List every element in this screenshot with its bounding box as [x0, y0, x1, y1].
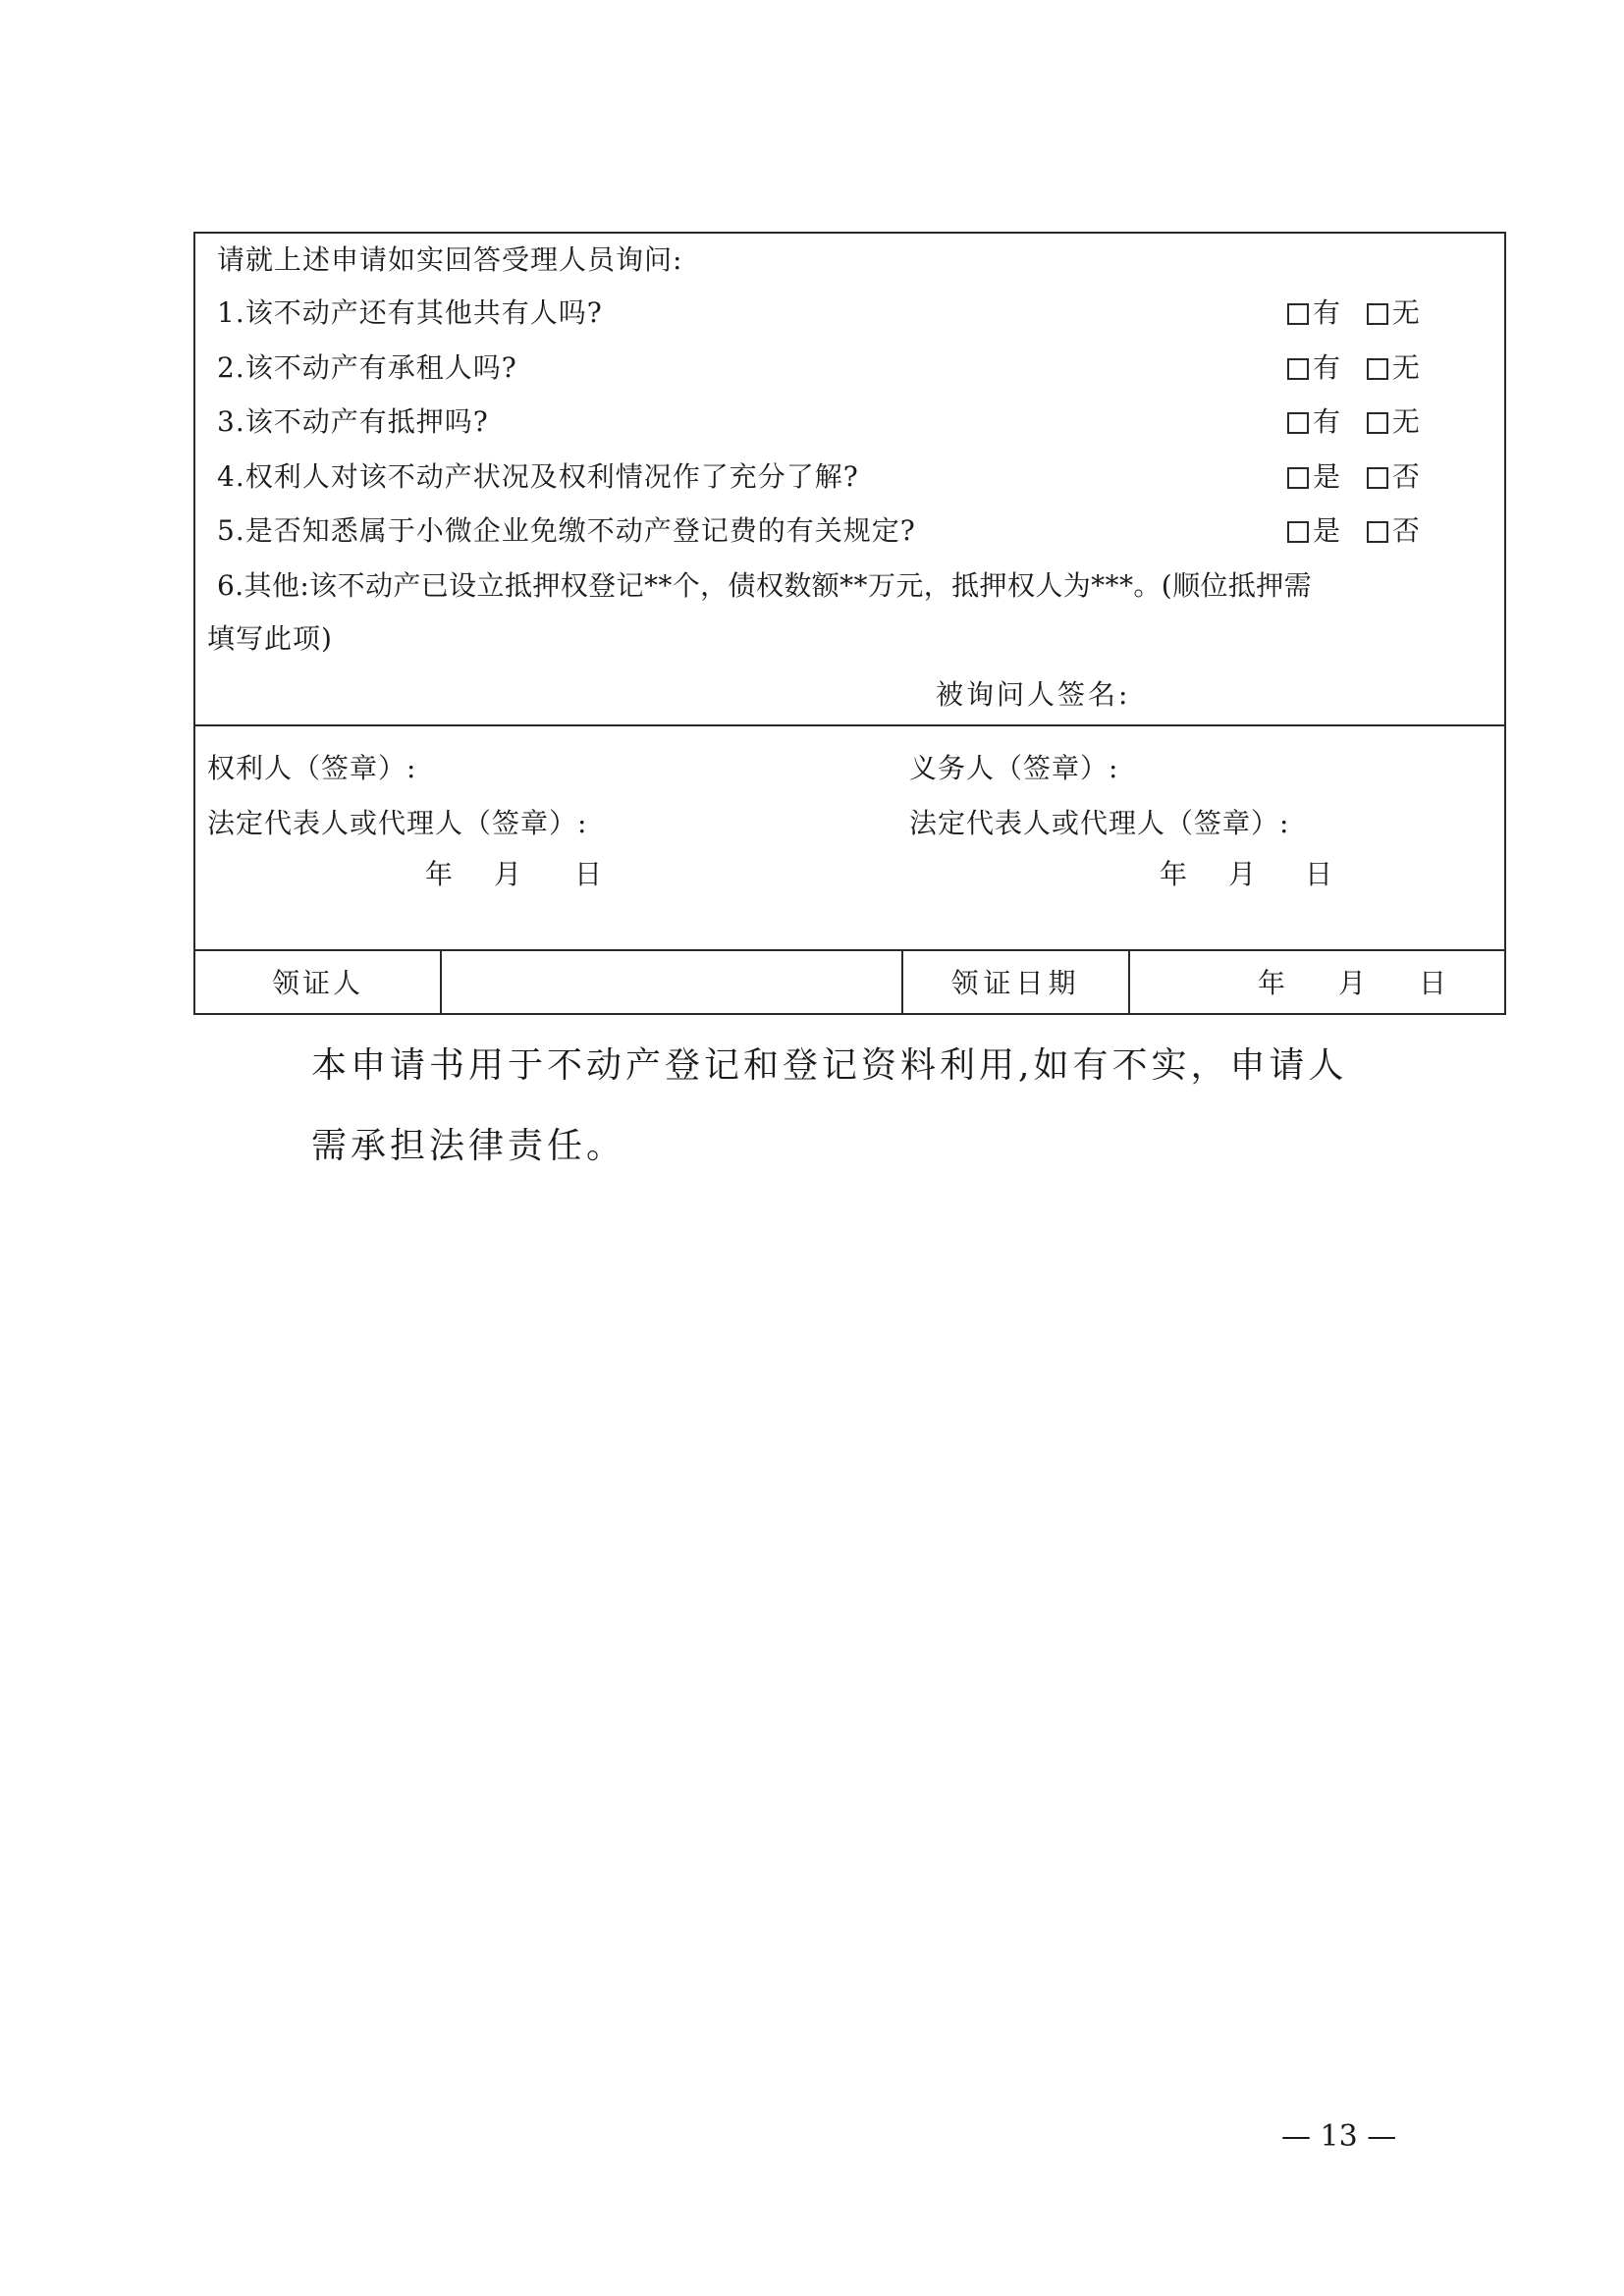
signature-section — [195, 726, 1504, 951]
option-yes[interactable]: 是 — [1287, 460, 1340, 494]
inquiry-section — [195, 234, 1504, 726]
option-yes[interactable]: 有 — [1287, 296, 1340, 330]
inquiry-form-table — [193, 232, 1506, 1015]
option-no[interactable]: 无 — [1367, 296, 1420, 330]
checkbox-icon[interactable] — [1287, 521, 1309, 543]
question-1: 1.该不动产还有其他共有人吗? — [217, 296, 603, 329]
option-no[interactable]: 无 — [1367, 405, 1420, 439]
left-representative-signature-label: 法定代表人或代理人（签章）: — [207, 807, 588, 839]
checkbox-icon[interactable] — [1287, 412, 1309, 434]
question-5: 5.是否知悉属于小微企业免缴不动产登记费的有关规定? — [217, 514, 916, 547]
right-signature-date: 年 月 日 — [1160, 858, 1334, 890]
checkbox-icon[interactable] — [1287, 358, 1309, 380]
inquiry-intro: 请就上述申请如实回答受理人员询问: — [217, 243, 683, 276]
checkbox-icon[interactable] — [1287, 467, 1309, 489]
question-6-other-continued: 填写此项) — [207, 622, 333, 655]
checkbox-icon[interactable] — [1367, 303, 1388, 325]
question-2: 2.该不动产有承租人吗? — [217, 351, 517, 384]
checkbox-icon[interactable] — [1367, 412, 1388, 434]
checkbox-icon[interactable] — [1367, 467, 1388, 489]
interviewee-signature-label: 被询问人签名: — [936, 678, 1131, 711]
option-no[interactable]: 无 — [1367, 351, 1420, 385]
option-yes[interactable]: 是 — [1287, 514, 1340, 548]
receipt-row — [195, 951, 1504, 1015]
question-1-options — [1287, 296, 1437, 330]
recipient-label: 领证人 — [195, 951, 442, 1015]
receipt-date-field[interactable]: 年 月 日 — [1258, 967, 1447, 999]
question-4-options — [1287, 460, 1437, 494]
checkbox-icon[interactable] — [1287, 303, 1309, 325]
left-signature-date: 年 月 日 — [425, 858, 604, 890]
checkbox-icon[interactable] — [1367, 521, 1388, 543]
question-2-options — [1287, 351, 1437, 385]
question-3-options — [1287, 405, 1437, 439]
recipient-field[interactable] — [442, 951, 903, 1015]
receipt-date-label: 领证日期 — [903, 951, 1130, 1015]
question-5-options — [1287, 514, 1437, 548]
option-yes[interactable]: 有 — [1287, 405, 1340, 439]
right-holder-signature-label: 权利人（签章）: — [207, 752, 417, 784]
disclaimer-line-2: 需承担法律责任。 — [311, 1126, 626, 1166]
question-4: 4.权利人对该不动产状况及权利情况作了充分了解? — [217, 460, 859, 493]
option-yes[interactable]: 有 — [1287, 351, 1340, 385]
page-number: — 13 — — [1281, 2119, 1397, 2154]
option-no[interactable]: 否 — [1367, 514, 1420, 548]
disclaimer-line-1: 本申请书用于不动产登记和登记资料利用,如有不实，申请人 — [311, 1045, 1348, 1086]
checkbox-icon[interactable] — [1367, 358, 1388, 380]
obligor-signature-label: 义务人（签章）: — [909, 752, 1119, 784]
question-3: 3.该不动产有抵押吗? — [217, 405, 489, 438]
question-6-other: 6.其他:该不动产已设立抵押权登记**个，债权数额**万元，抵押权人为***。(顺位抵押需 — [217, 569, 1313, 602]
option-no[interactable]: 否 — [1367, 460, 1420, 494]
right-representative-signature-label: 法定代表人或代理人（签章）: — [909, 807, 1290, 839]
